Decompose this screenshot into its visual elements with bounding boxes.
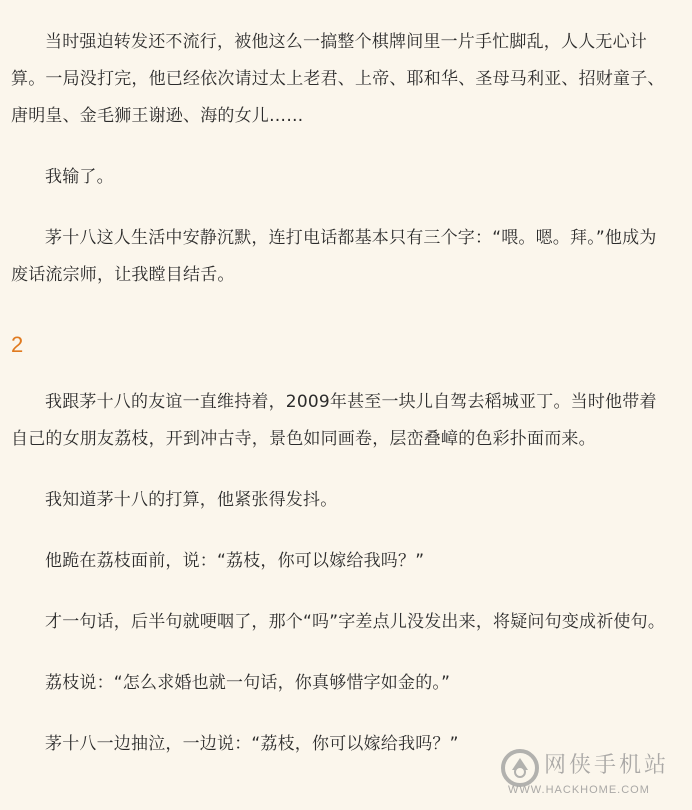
watermark-url: WWW.HACKHOME.COM [508, 784, 650, 796]
paragraph-9: 茅十八一边抽泣，一边说：“荔枝，你可以嫁给我吗？” [45, 734, 459, 754]
paragraph-7: 才一句话，后半句就哽咽了，那个“吗”字差点儿没发出来，将疑问句变成祈使句。 [45, 612, 666, 632]
paragraph-8: 荔枝说：“怎么求婚也就一句话，你真够惜字如金的。” [45, 673, 451, 693]
article-body [11, 24, 671, 763]
watermark-title: 网侠手机站 [544, 753, 670, 778]
hackhome-logo-icon [500, 748, 540, 788]
section-number: 2 [11, 332, 24, 357]
paragraph-3: 茅十八这人生活中安静沉默，连打电话都基本只有三个字：“喂。嗯。拜。”他成为废话流宗师，让我瞠目结舌。 [11, 228, 657, 285]
paragraph-6: 他跪在荔枝面前，说：“荔枝，你可以嫁给我吗？” [45, 551, 425, 571]
paragraph-1: 当时强迫转发还不流行，被他这么一搞整个棋牌间里一片手忙脚乱，人人无心计算。一局没打完，他已经依次请过太上老君、上帝、耶和华、圣母马利亚、招财童子、唐明皇、金毛狮王谢逊、海的女儿…… [11, 32, 665, 126]
paragraph-4: 我跟茅十八的友谊一直维持着，2009年甚至一块儿自驾去稻城亚丁。当时他带着自己的女朋友荔枝，开到冲古寺，景色如同画卷，层峦叠嶂的色彩扑面而来。 [11, 392, 657, 449]
paragraph-5: 我知道茅十八的打算，他紧张得发抖。 [45, 490, 338, 510]
watermark [500, 744, 680, 804]
paragraph-2: 我输了。 [45, 167, 114, 187]
